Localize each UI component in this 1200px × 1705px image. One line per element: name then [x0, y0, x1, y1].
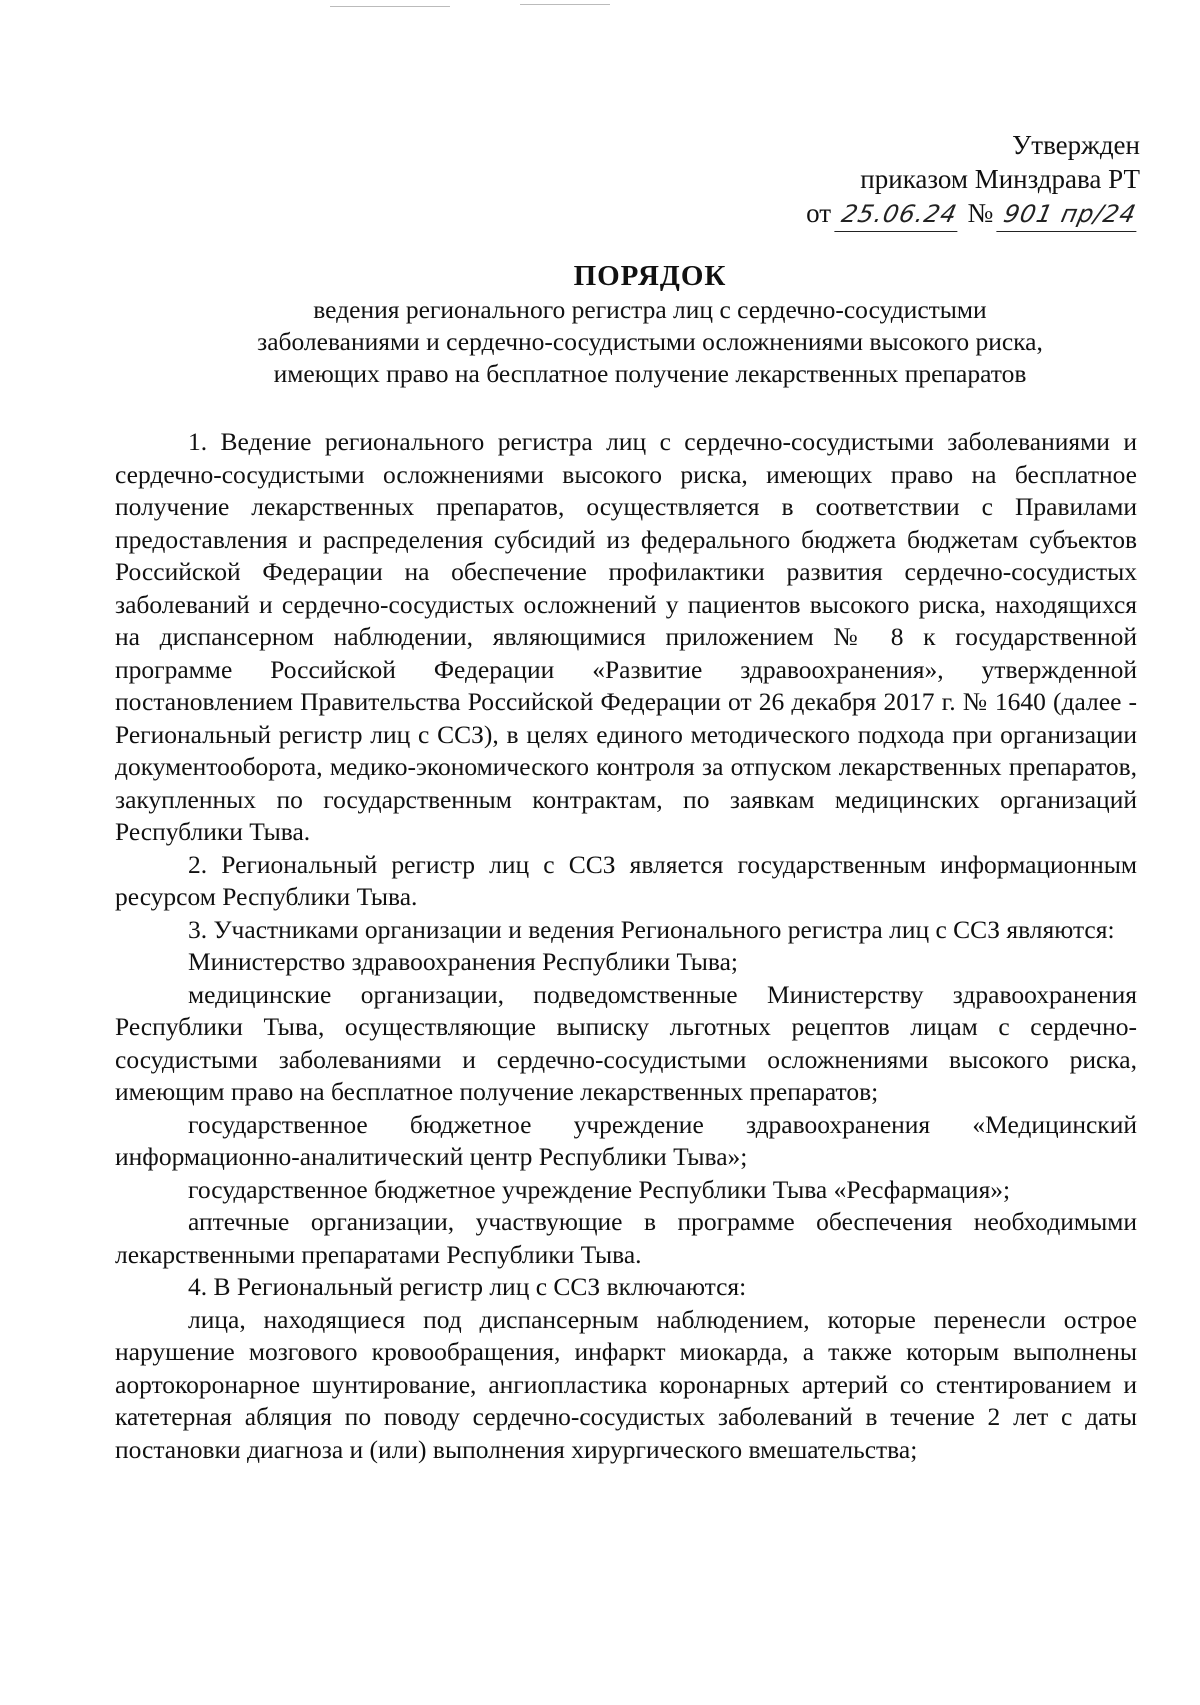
paragraph: 3. Участниками организации и ведения Регионального регистра лиц с ССЗ являются:	[188, 914, 1115, 944]
title-subtitle-line-3: имеющих право на бесплатное получение лекарственных препаратов	[273, 359, 1027, 388]
paragraph: медицинские организации, подведомственные Министерству здравоохранения Республики Тыва, осуществляющие выписку льготных рецептов лицам с сердечно-сосудистыми заболеваниями и сердечно-сосудистыми осложнениями высокого риска, имеющим право на бесплатное получение лекарственных препаратов;	[115, 979, 1137, 1106]
paragraph: лица, находящиеся под диспансерным наблюдением, которые перенесли острое нарушение мозгового кровообращения, инфаркт миокарда, а также которым выполнены аортокоронарное шунтирование, ангиопластика коронарных артерий со стентированием и катетерная абляция по поводу сердечно-сосудистых заболеваний в течение 2 лет с даты постановки диагноза и (или) выполнения хирургического вмешательства;	[115, 1304, 1137, 1464]
paragraph: Министерство здравоохранения Республики Тыва;	[188, 947, 739, 976]
paragraph: 1. Ведение регионального регистра лиц с сердечно-сосудистыми заболеваниями и сердечно-сосудистыми осложнениями высокого риска, имеющих право на бесплатное получение лекарственных препаратов, осуществляется в соответствии с Правилами предоставления и распределения субсидий из федерального бюджета бюджетам субъектов Российской Федерации на обеспечение профилактики развития сердечно-сосудистых заболеваний и сердечно-сосудистых осложнений у пациентов высокого риска, находящихся на диспансерном наблюдении, являющимися приложением № 8 к государственной программе Российской Федерации «Развитие здравоохранения», утвержденной постановлением Правительства Российской Федерации от 26 декабря 2017 г. № 1640 (далее - Региональный регистр лиц с ССЗ), в целях единого методического подхода при организации документооборота, медико-экономического контроля за отпуском лекарственных препаратов, закупленных по государственным контрактам, по заявкам медицинских организаций Республики Тыва.	[115, 427, 1137, 846]
paragraph: аптечные организации, участвующие в программе обеспечения необходимыми лекарственными препаратами Республики Тыва.	[115, 1207, 1137, 1269]
number-prefix: №	[967, 198, 994, 228]
paragraph: 4. В Региональный регистр лиц с ССЗ включаются:	[188, 1272, 747, 1301]
title-subtitle-line-1: ведения регионального регистра лиц с сердечно-сосудистыми	[313, 295, 987, 324]
document-body	[115, 426, 1137, 1466]
approval-stamp	[806, 128, 1140, 232]
title-main: ПОРЯДОК	[573, 260, 727, 292]
scan-artifact	[520, 4, 610, 5]
title-subtitle-line-2: заболеваниями и сердечно-сосудистыми осложнениями высокого риска,	[257, 327, 1043, 356]
approval-line-1: Утвержден	[1012, 130, 1140, 160]
paragraph: 2. Региональный регистр лиц с ССЗ является государственным информационным ресурсом Республики Тыва.	[115, 849, 1137, 911]
document-title	[150, 258, 1150, 390]
scan-artifact	[330, 6, 450, 7]
handwritten-date: 25.06.24	[834, 197, 964, 232]
approval-line-2: приказом Минздрава РТ	[860, 164, 1140, 194]
approval-date-line	[806, 196, 1140, 232]
paragraph: государственное бюджетное учреждение здравоохранения «Медицинский информационно-аналитический центр Республики Тыва»;	[115, 1109, 1137, 1171]
date-prefix: от	[806, 198, 832, 228]
paragraph: государственное бюджетное учреждение Республики Тыва «Ресфармация»;	[188, 1174, 1011, 1204]
handwritten-number: 901 пр/24	[996, 197, 1143, 232]
